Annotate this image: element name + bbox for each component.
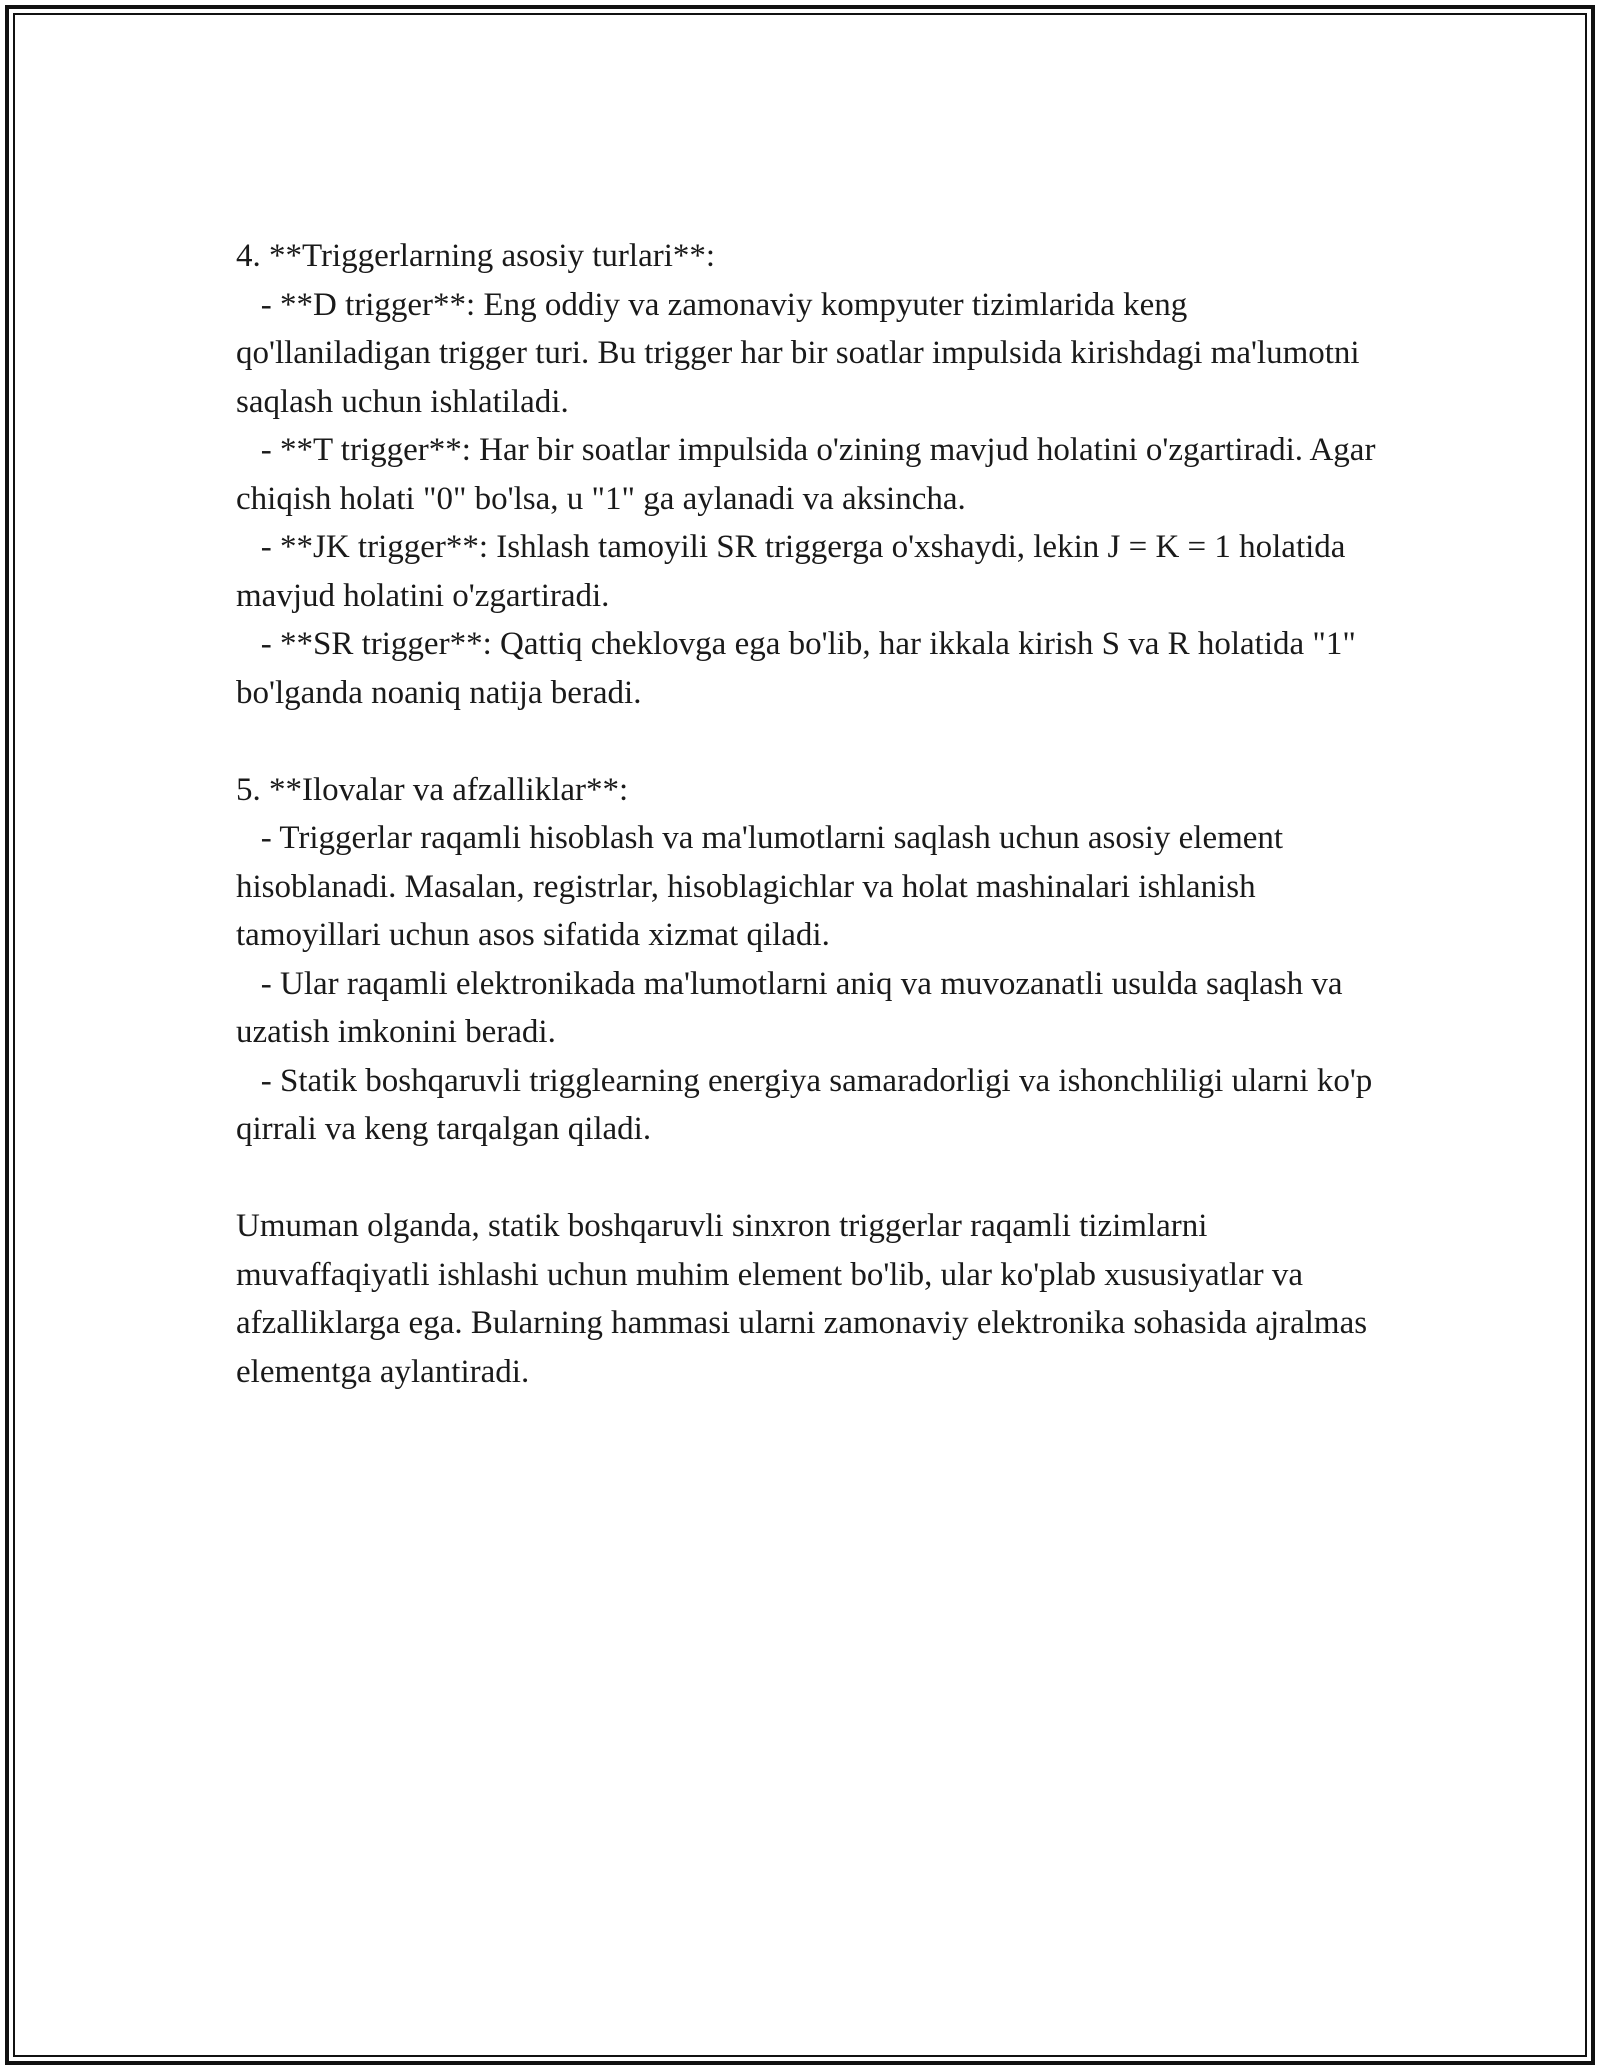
section-4 (236, 232, 1386, 717)
section-5-item-1: - Triggerlar raqamli hisoblash va ma'lumotlarni saqlash uchun asosiy element hisoblanadi. Masalan, registrlar, hisoblagichlar va holat mashinalari ishlanish tamoyillari uchun asos sifatida xizmat qiladi. (236, 820, 1292, 953)
paragraph-gap (236, 717, 1386, 766)
section-5-item-3: - Statik boshqaruvli trigglearning energiya samaradorligi va ishonchliligi ularni ko'p qirrali va keng tarqalgan qiladi. (236, 1062, 1381, 1147)
section-5-item-2: - Ular raqamli elektronikada ma'lumotlarni aniq va muvozanatli usulda saqlash va uzatish imkonini beradi. (236, 965, 1351, 1050)
section-5-heading: 5. **Ilovalar va afzalliklar**: (236, 771, 629, 808)
section-4-item-t-trigger: - **T trigger**: Har bir soatlar impulsida o'zining mavjud holatini o'zgartiradi. Agar chiqish holati "0" bo'lsa, u "1" ga aylanadi va aksincha. (236, 432, 1384, 517)
section-4-item-jk-trigger: - **JK trigger**: Ishlash tamoyili SR triggerga o'xshaydi, lekin J = K = 1 holatida mavjud holatini o'zgartiradi. (236, 529, 1354, 614)
paragraph-gap (236, 1154, 1386, 1203)
section-4-item-sr-trigger: - **SR trigger**: Qattiq cheklovga ega bo'lib, har ikkala kirish S va R holatida "1" bo'lganda noaniq natija beradi. (236, 626, 1365, 711)
conclusion-paragraph: Umuman olganda, statik boshqaruvli sinxron triggerlar raqamli tizimlarni muvaffaqiyatli ishlashi uchun muhim element bo'lib, ular ko'plab xususiyatlar va afzalliklarga ega. Bularning hammasi ularni zamonaviy elektronika sohasida ajralmas elementga aylantiradi. (236, 1208, 1376, 1390)
section-4-heading: 4. **Triggerlarning asosiy turlari**: (236, 238, 716, 274)
section-4-item-d-trigger: - **D trigger**: Eng oddiy va zamonaviy kompyuter tizimlarida keng qo'llaniladigan trigger turi. Bu trigger har bir soatlar impulsida kirishdagi ma'lumotni saqlash uchun ishlatiladi. (236, 286, 1368, 420)
section-5 (236, 766, 1386, 1154)
document-body (236, 232, 1386, 1396)
